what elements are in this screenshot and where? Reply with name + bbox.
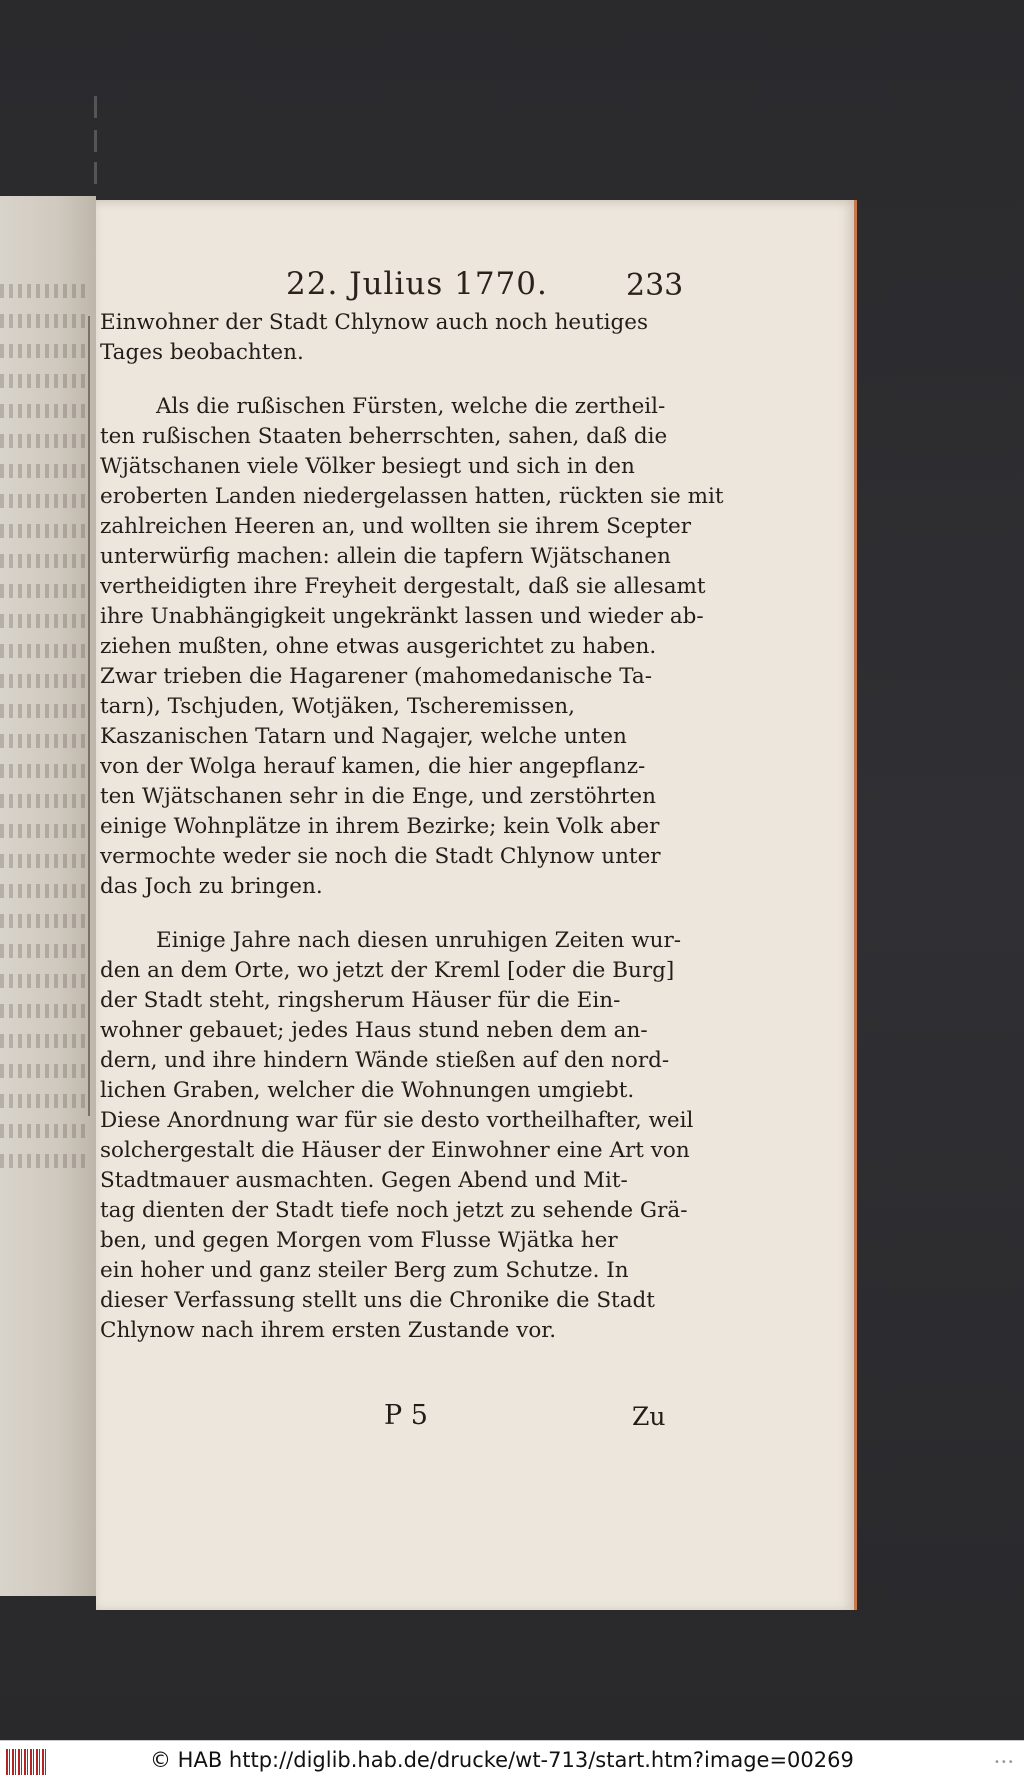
text-line: ben, und gegen Morgen vom Flusse Wjätka her [100,1228,618,1253]
text-line: ihre Unabhängigkeit ungekränkt lassen und wieder ab- [100,604,704,629]
bleed-through-text [0,344,90,358]
bleed-through-text [0,1034,90,1048]
more-options-icon[interactable]: ••• [994,1757,1015,1768]
bleed-through-text [0,1124,90,1138]
text-line: ziehen mußten, ohne etwas ausgerichtet zu haben. [100,634,657,659]
running-title: 22. Julius 1770. [286,266,548,302]
bleed-through-text [0,584,90,598]
tick-mark [94,130,97,152]
text-line: eroberten Landen niedergelassen hatten, rückten sie mit [100,484,724,509]
text-line: Einwohner der Stadt Chlynow auch noch heutiges [100,310,649,335]
bleed-through-text [0,794,90,808]
signature-mark: P 5 [384,1400,428,1431]
text-line: das Joch zu bringen. [100,874,323,899]
paragraph-gap [100,368,684,392]
page-footer [96,1400,854,1440]
bleed-through-text [0,554,90,568]
paragraph-gap [100,902,684,926]
bleed-through-text [0,644,90,658]
bleed-through-text [0,284,90,298]
text-line: ten Wjätschanen sehr in die Enge, und zerstöhrten [100,784,656,809]
text-line: lichen Graben, welcher die Wohnungen umgiebt. [100,1078,635,1103]
bleed-through-text [0,674,90,688]
bleed-through-text [0,434,90,448]
text-line: tarn), Tschjuden, Wotjäken, Tscheremissen, [100,694,575,719]
text-line: wohner gebauet; jedes Haus stund neben dem an- [100,1018,648,1043]
book-page [96,200,857,1610]
bleed-through-text [0,974,90,988]
text-line: Chlynow nach ihrem ersten Zustande vor. [100,1318,557,1343]
bleed-through-text [0,734,90,748]
tick-mark [94,96,97,118]
text-line: ein hoher und ganz steiler Berg zum Schutze. In [100,1258,629,1283]
bleed-through-text [0,374,90,388]
copyright-link[interactable]: © HAB http://diglib.hab.de/drucke/wt-713/start.htm?image=00269 [150,1748,854,1772]
bleed-through-text [0,1154,90,1168]
body-text [100,308,724,1346]
bleed-through-text [0,404,90,418]
page-header [96,266,854,306]
bleed-through-text [0,1004,90,1018]
text-line: dern, und ihre hindern Wände stießen auf den nord- [100,1048,670,1073]
text-line: den an dem Orte, wo jetzt der Kreml [oder die Burg] [100,958,675,983]
text-line: der Stadt steht, ringsherum Häuser für die Ein- [100,988,621,1013]
previous-page-edge [0,196,96,1596]
tick-mark [94,162,97,184]
viewer-footer-bar [0,1740,1024,1783]
bleed-through-text [0,614,90,628]
page-number: 233 [626,268,684,303]
text-line: vertheidigten ihre Freyheit dergestalt, daß sie allesamt [100,574,706,599]
bleed-through-text [0,764,90,778]
text-line: Stadtmauer ausmachten. Gegen Abend und Mit- [100,1168,628,1193]
text-line: ten rußischen Staaten beherrschten, sahen, daß die [100,424,668,449]
bleed-through-text [0,524,90,538]
paragraph [100,392,724,902]
bleed-through-text [0,824,90,838]
bleed-through-text [0,704,90,718]
bleed-through-text [0,884,90,898]
text-line: Einige Jahre nach diesen unruhigen Zeiten wur- [156,928,682,953]
bleed-through-text [0,314,90,328]
catchword: Zu [632,1402,666,1431]
bleed-through-text [0,494,90,508]
text-line: von der Wolga herauf kamen, die hier angepflanz- [100,754,646,779]
text-line: dieser Verfassung stellt uns die Chronike die Stadt [100,1288,655,1313]
text-line: Wjätschanen viele Völker besiegt und sich in den [100,454,635,479]
text-line: unterwürfig machen: allein die tapfern Wjätschanen [100,544,671,569]
text-line: vermochte weder sie noch die Stadt Chlynow unter [100,844,661,869]
bleed-through-text [0,914,90,928]
text-line: solchergestalt die Häuser der Einwohner eine Art von [100,1138,690,1163]
paragraph [100,308,684,368]
bleed-through-text [0,1064,90,1078]
library-logo-icon [6,1749,48,1775]
text-line: Zwar trieben die Hagarener (mahomedanische Ta- [100,664,653,689]
paragraph [100,926,694,1346]
text-line: einige Wohnplätze in ihrem Bezirke; kein Volk aber [100,814,660,839]
text-line: tag dienten der Stadt tiefe noch jetzt zu sehende Grä- [100,1198,688,1223]
text-line: Tages beobachten. [100,340,304,365]
bleed-through-text [0,464,90,478]
text-line: Diese Anordnung war für sie desto vortheilhafter, weil [100,1108,694,1133]
text-line: zahlreichen Heeren an, und wollten sie ihrem Scepter [100,514,691,539]
text-line: Als die rußischen Fürsten, welche die zertheil- [156,394,666,419]
bleed-through-text [0,1094,90,1108]
bleed-through-text [0,854,90,868]
bleed-through-text [0,944,90,958]
text-line: Kaszanischen Tatarn und Nagajer, welche unten [100,724,627,749]
